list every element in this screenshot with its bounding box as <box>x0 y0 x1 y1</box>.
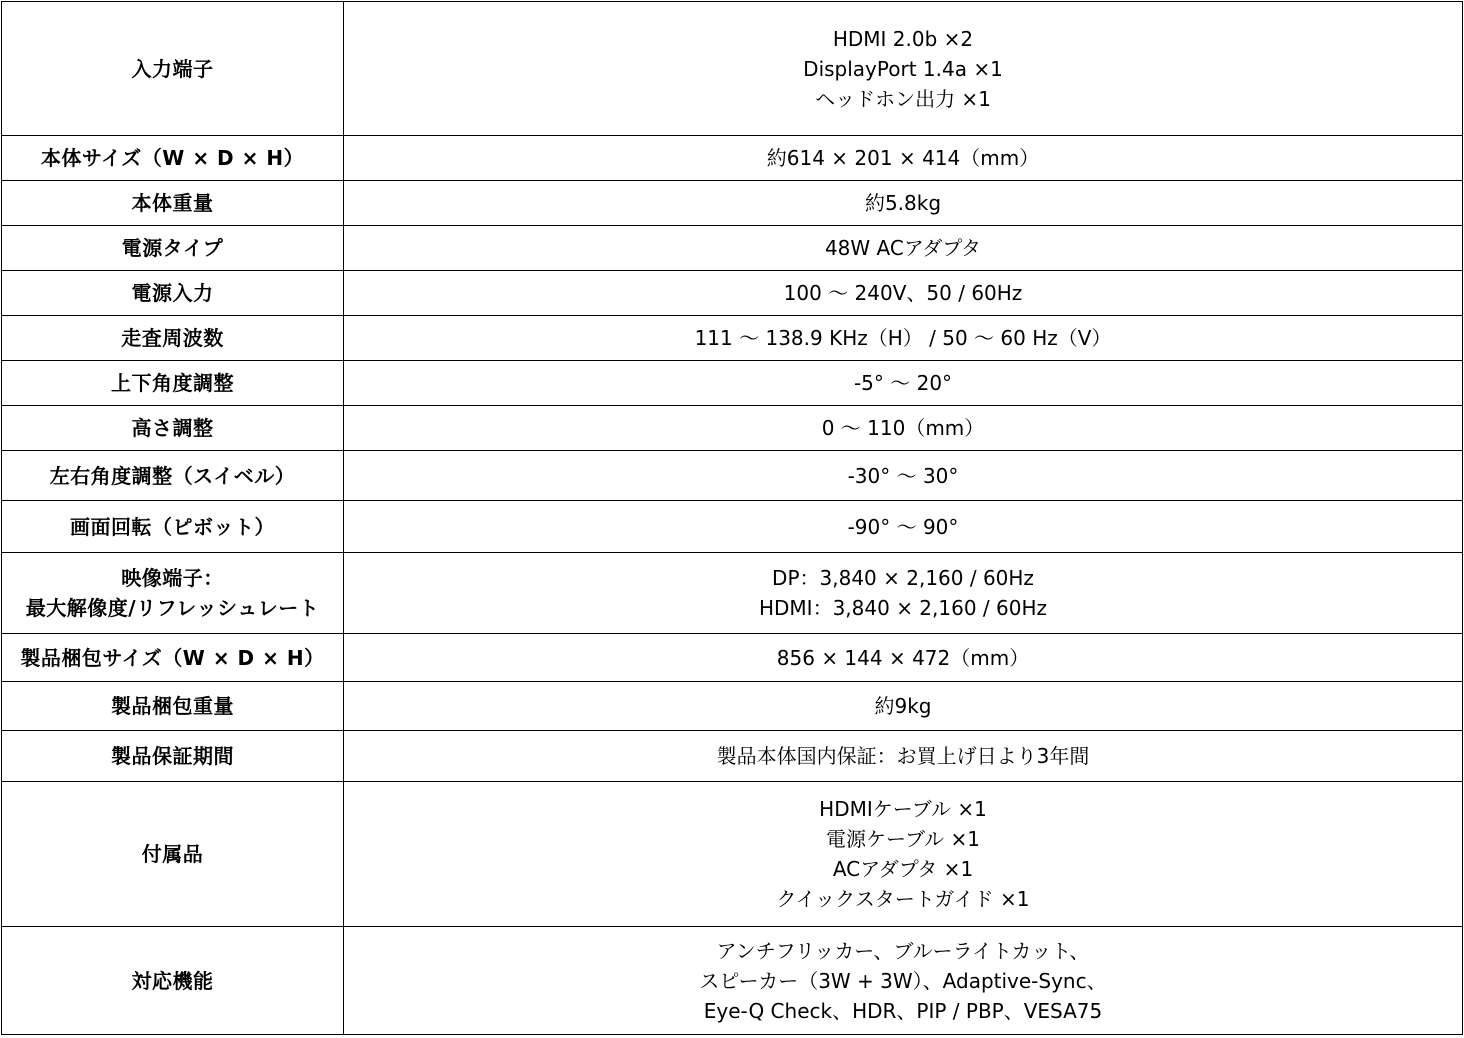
spec-value-cell <box>344 731 1463 782</box>
spec-row-height-adjust <box>2 406 1463 451</box>
spec-label-text: 対応機能 <box>131 968 214 993</box>
spec-value-cell <box>344 553 1463 634</box>
spec-label-cell <box>2 136 344 181</box>
spec-row-package-size <box>2 634 1463 682</box>
spec-label-cell <box>2 271 344 316</box>
spec-value-cell <box>344 682 1463 731</box>
spec-row-accessories <box>2 782 1463 927</box>
spec-table <box>1 1 1463 1035</box>
spec-label-cell <box>2 731 344 782</box>
spec-label-cell <box>2 316 344 361</box>
spec-value-text: DisplayPort 1.4a ×1 <box>803 56 1003 81</box>
spec-value-text: DP：3,840 × 2,160 / 60Hz <box>772 566 1034 590</box>
spec-row-body-size <box>2 136 1463 181</box>
spec-row-features <box>2 927 1463 1035</box>
spec-label-text: 映像端子： <box>121 566 224 590</box>
spec-value-text: -30° ～ 30° <box>847 463 959 488</box>
spec-label-cell <box>2 406 344 451</box>
spec-value-cell <box>344 361 1463 406</box>
spec-value-text: 111 ～ 138.9 KHz（H） / 50 ～ 60 Hz（V） <box>694 326 1112 350</box>
spec-row-body-weight <box>2 181 1463 226</box>
spec-label-cell <box>2 226 344 271</box>
spec-label-cell <box>2 451 344 501</box>
spec-value-cell <box>344 927 1463 1035</box>
spec-label-text: 本体重量 <box>131 191 214 215</box>
spec-row-input-terminals <box>2 2 1463 136</box>
spec-label-text: 高さ調整 <box>131 416 214 440</box>
spec-label-text: 画面回転（ピボット） <box>70 514 275 539</box>
spec-label-text: 本体サイズ（W × D × H） <box>40 146 305 170</box>
spec-label-text: 上下角度調整 <box>111 371 234 395</box>
spec-label-cell <box>2 927 344 1035</box>
spec-label-cell <box>2 682 344 731</box>
spec-value-cell <box>344 181 1463 226</box>
spec-value-cell <box>344 226 1463 271</box>
spec-row-power-input <box>2 271 1463 316</box>
spec-label-cell <box>2 361 344 406</box>
spec-value-cell <box>344 451 1463 501</box>
spec-row-power-type <box>2 226 1463 271</box>
spec-label-cell <box>2 2 344 136</box>
spec-value-text: 約5.8kg <box>864 191 942 215</box>
spec-label-text: 左右角度調整（スイベル） <box>49 463 296 488</box>
spec-value-text: HDMI：3,840 × 2,160 / 60Hz <box>758 596 1048 620</box>
spec-value-text: アンチフリッカー、ブルーライトカット、 <box>716 938 1090 963</box>
spec-value-text: クイックスタートガイド ×1 <box>776 887 1030 911</box>
spec-label-text: 最大解像度/リフレッシュレート <box>25 596 320 620</box>
spec-label-cell <box>2 501 344 553</box>
spec-row-tilt <box>2 361 1463 406</box>
spec-value-text: 100 ～ 240V、50 / 60Hz <box>783 281 1023 305</box>
spec-value-text: -5° ～ 20° <box>853 371 953 395</box>
spec-value-cell <box>344 782 1463 927</box>
spec-label-cell <box>2 782 344 927</box>
spec-value-cell <box>344 136 1463 181</box>
spec-value-cell <box>344 501 1463 553</box>
spec-row-video-resolution <box>2 553 1463 634</box>
spec-label-text: 電源入力 <box>131 281 214 305</box>
spec-value-text: スピーカー（3W + 3W）、Adaptive-Sync、 <box>699 968 1107 993</box>
spec-label-text: 製品梱包重量 <box>111 694 234 718</box>
spec-label-text: 入力端子 <box>131 56 214 81</box>
spec-value-cell <box>344 634 1463 682</box>
spec-value-text: 856 × 144 × 472（mm） <box>776 645 1030 670</box>
spec-row-package-weight <box>2 682 1463 731</box>
spec-value-text: 48W ACアダプタ <box>824 236 982 260</box>
spec-label-text: 走査周波数 <box>121 326 224 350</box>
spec-value-cell <box>344 316 1463 361</box>
spec-label-cell <box>2 634 344 682</box>
spec-value-cell <box>344 271 1463 316</box>
spec-value-text: ヘッドホン出力 ×1 <box>815 86 991 111</box>
spec-value-text: 約9kg <box>874 694 932 718</box>
spec-row-pivot <box>2 501 1463 553</box>
spec-value-text: 製品本体国内保証：お買上げ日より3年間 <box>716 744 1090 768</box>
spec-value-text: 約614 × 201 × 414（mm） <box>766 146 1040 170</box>
spec-label-text: 製品梱包サイズ（W × D × H） <box>20 645 325 670</box>
spec-row-scan-frequency <box>2 316 1463 361</box>
spec-value-text: 0 ～ 110（mm） <box>821 416 985 440</box>
spec-value-text: HDMIケーブル ×1 <box>819 797 987 821</box>
spec-value-text: 電源ケーブル ×1 <box>825 827 981 851</box>
spec-value-cell <box>344 2 1463 136</box>
spec-label-text: 付属品 <box>141 842 204 866</box>
spec-value-text: HDMI 2.0b ×2 <box>832 26 974 51</box>
spec-value-text: -90° ～ 90° <box>847 514 959 539</box>
spec-value-cell <box>344 406 1463 451</box>
spec-value-text: Eye-Q Check、HDR、PIP / PBP、VESA75 <box>703 998 1103 1023</box>
spec-label-cell <box>2 181 344 226</box>
spec-label-text: 電源タイプ <box>121 236 224 260</box>
spec-row-warranty <box>2 731 1463 782</box>
spec-row-swivel <box>2 451 1463 501</box>
spec-label-cell <box>2 553 344 634</box>
spec-value-text: ACアダプタ ×1 <box>832 857 974 881</box>
spec-label-text: 製品保証期間 <box>111 744 234 768</box>
